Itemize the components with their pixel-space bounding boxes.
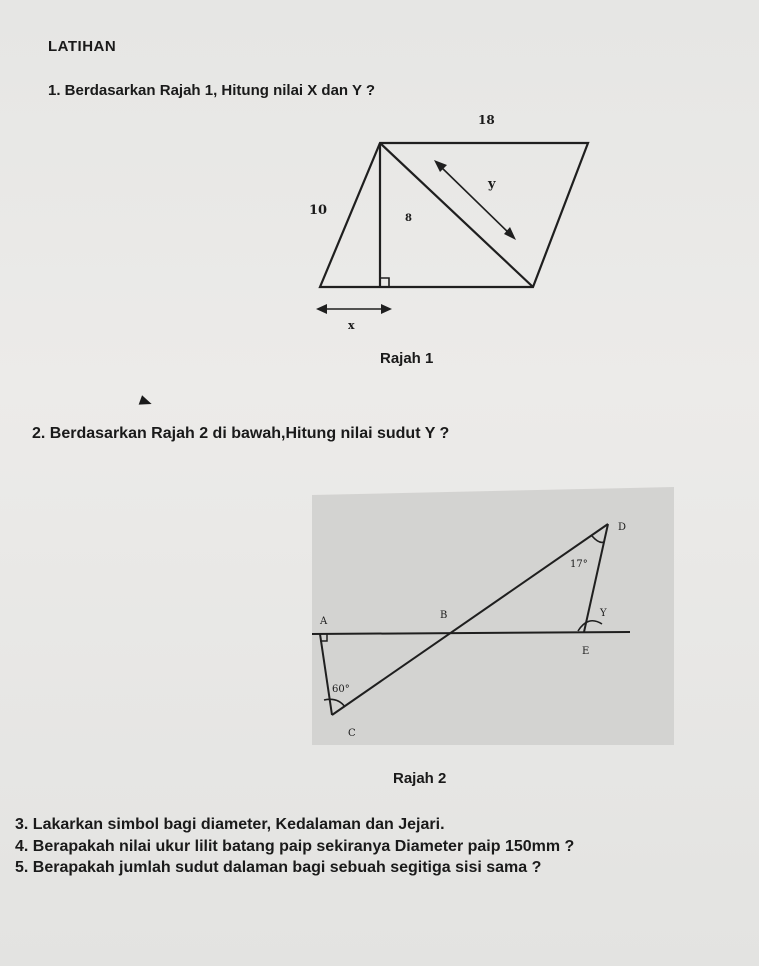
right-angle-marker (380, 278, 389, 287)
label-height-8: 8 (405, 213, 412, 224)
x-arrow-head-right (381, 304, 392, 314)
question-2: 2. Berdasarkan Rajah 2 di bawah,Hitung nilai sudut Y ? (32, 425, 450, 442)
question-5: 5. Berapakah jumlah sudut dalaman bagi sebuah segitiga sisi sama ? (15, 859, 542, 876)
page-title: LATIHAN (48, 38, 117, 55)
label-top-18: 18 (478, 113, 495, 127)
arrow-bullet-icon (139, 395, 154, 409)
question-4: 4. Berapakah nilai ukur lilit batang paip sekiranya Diameter paip 150mm ? (15, 838, 575, 855)
parallelogram-outline (320, 143, 588, 287)
label-B: B (440, 610, 448, 621)
label-x: x (348, 319, 355, 332)
diagonal-line (380, 143, 533, 287)
label-Y: Y (600, 608, 607, 619)
y-dimension-arrow (438, 164, 512, 236)
label-D: D (618, 522, 627, 533)
label-C: C (348, 728, 356, 739)
figure-1-caption: Rajah 1 (380, 350, 434, 367)
label-angle-D: 17° (570, 559, 588, 570)
label-A: A (320, 616, 328, 627)
figure-2-diagram (312, 487, 674, 745)
label-left-10: 10 (309, 203, 328, 218)
question-3: 3. Lakarkan simbol bagi diameter, Kedalaman dan Jejari. (15, 816, 445, 833)
x-arrow-head-left (316, 304, 327, 314)
question-1: 1. Berdasarkan Rajah 1, Hitung nilai X dan Y ? (48, 82, 376, 99)
label-y: y (488, 177, 496, 192)
label-E: E (582, 646, 590, 657)
figure-1-diagram (300, 110, 610, 340)
label-angle-C: 60° (332, 684, 350, 695)
figure-2-caption: Rajah 2 (393, 770, 447, 787)
